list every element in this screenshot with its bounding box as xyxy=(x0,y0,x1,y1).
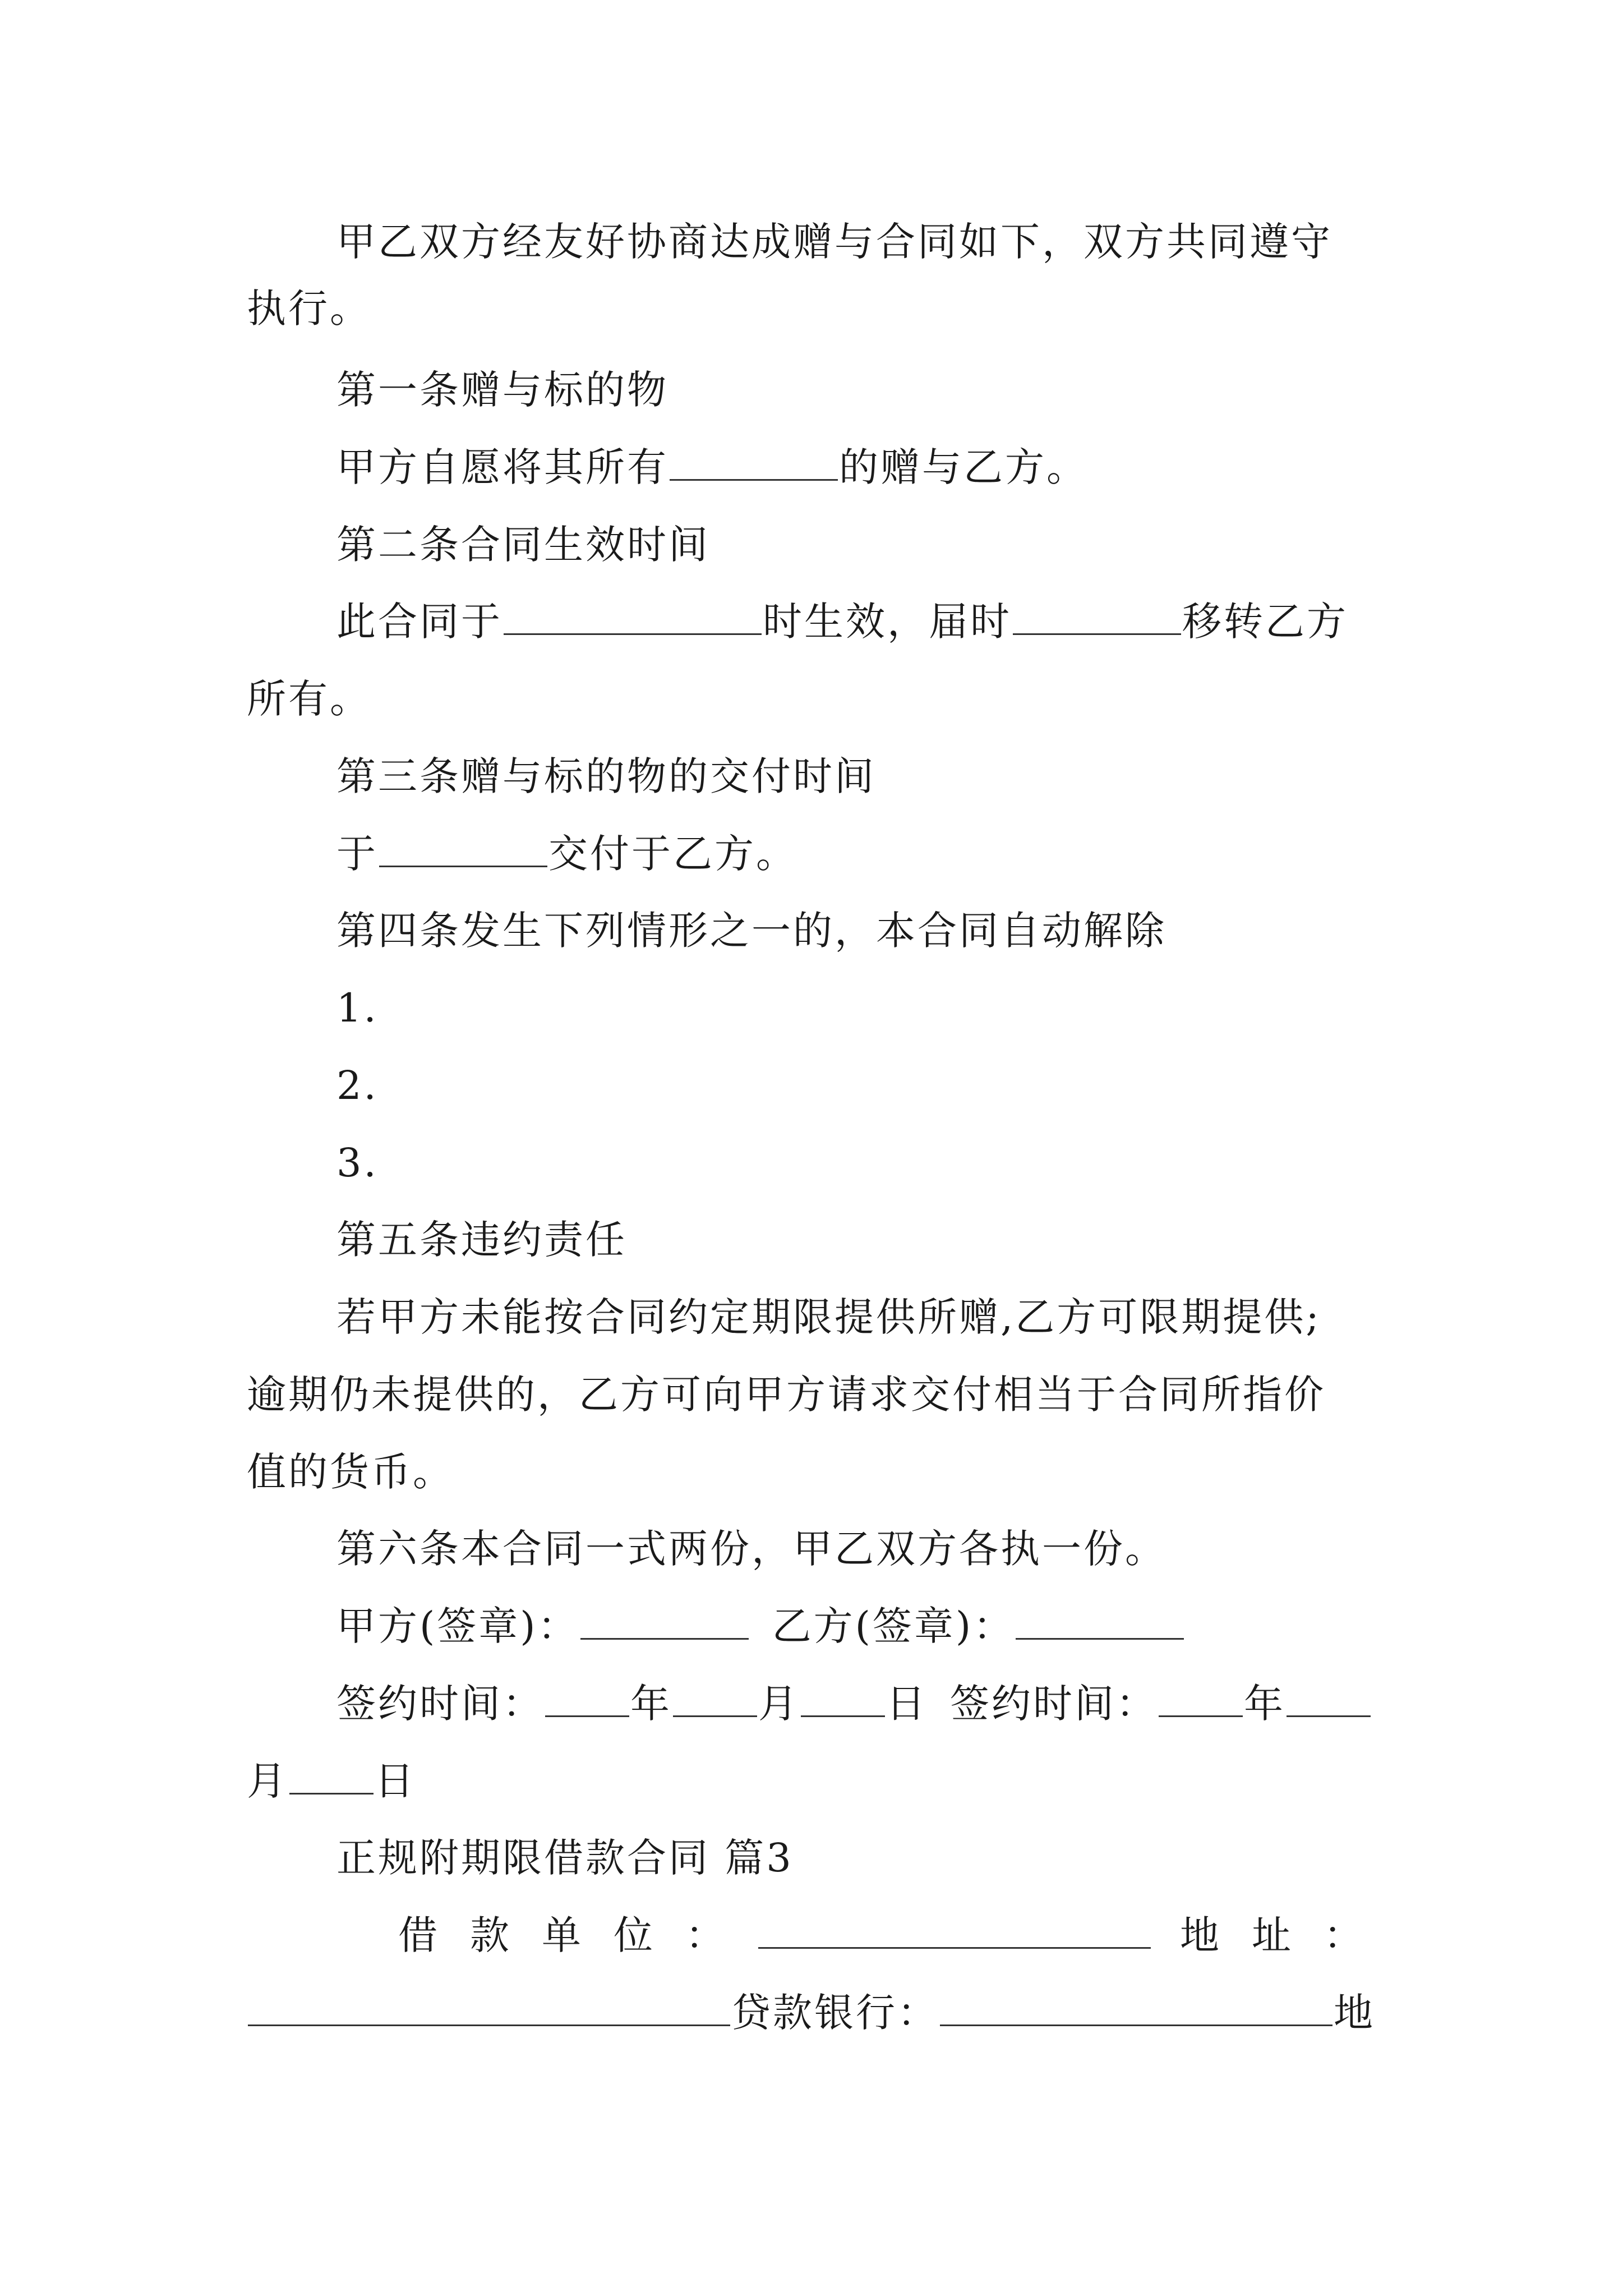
borrower-line xyxy=(398,1907,1395,1963)
blank-field[interactable] xyxy=(504,600,762,635)
text: 3. xyxy=(336,1140,379,1186)
text: 甲方(签章)： xyxy=(336,1603,579,1649)
text: 第一条赠与标的物 xyxy=(336,367,668,413)
text: 第六条本合同一式两份，甲乙双方各执一份。 xyxy=(336,1526,1166,1572)
text: 正规附期限借款合同 篇3 xyxy=(336,1835,794,1881)
sign-date-line-2 xyxy=(247,1753,416,1809)
text: 逾期仍未提供的，乙方可向甲方请求交付相当于合同所指价 xyxy=(247,1372,1326,1418)
text: 执行。 xyxy=(247,286,371,332)
text: 时生效，届时 xyxy=(763,599,1012,645)
paragraph-intro-line-1 xyxy=(336,214,1332,270)
text: 甲方自愿将其所有 xyxy=(336,444,668,490)
blank-field[interactable] xyxy=(1016,1604,1184,1640)
blank-field[interactable] xyxy=(289,1759,374,1795)
article-5-body-line-1 xyxy=(336,1289,1321,1345)
list-item-2 xyxy=(336,1057,379,1114)
article-2-heading xyxy=(336,517,710,573)
article-1-heading xyxy=(336,362,668,418)
text: 第二条合同生效时间 xyxy=(336,522,710,568)
blank-field[interactable] xyxy=(940,1991,1332,2026)
text: 年 xyxy=(1244,1681,1285,1727)
article-2-body-line-1 xyxy=(336,593,1348,650)
article-3-body xyxy=(336,826,797,882)
blank-field[interactable] xyxy=(758,1913,1151,1949)
article-5-heading xyxy=(336,1212,627,1268)
text: 贷款银行： xyxy=(731,1990,939,2036)
blank-field[interactable] xyxy=(1159,1682,1243,1717)
blank-field[interactable] xyxy=(580,1604,749,1640)
article-4-heading xyxy=(336,903,1166,959)
section-title xyxy=(336,1830,794,1886)
sign-date-line-1 xyxy=(336,1676,1372,1732)
text: 地址： xyxy=(1180,1912,1395,1958)
article-5-body-line-3 xyxy=(247,1444,454,1500)
list-item-1 xyxy=(336,980,379,1036)
list-item-3 xyxy=(336,1135,379,1191)
article-5-body-line-2 xyxy=(247,1366,1326,1423)
text: 所有。 xyxy=(247,676,371,722)
text: 此合同于 xyxy=(336,599,502,645)
text: 乙方(签章)： xyxy=(772,1603,1015,1649)
signature-line xyxy=(336,1598,1185,1654)
paragraph-intro-line-2 xyxy=(247,280,371,337)
blank-field[interactable] xyxy=(801,1682,885,1717)
blank-field[interactable] xyxy=(673,1682,757,1717)
text: 移转乙方 xyxy=(1182,599,1348,645)
text: 签约时间： xyxy=(950,1681,1158,1727)
text: 日 xyxy=(886,1681,928,1727)
text: 年 xyxy=(630,1681,672,1727)
text: 2. xyxy=(336,1062,379,1108)
blank-field[interactable] xyxy=(1287,1682,1371,1717)
text: 若甲方未能按合同约定期限提供所赠,乙方可限期提供; xyxy=(336,1294,1321,1340)
text: 借款单位： xyxy=(398,1912,757,1958)
text: 交付于乙方。 xyxy=(548,831,797,877)
text: 日 xyxy=(375,1758,416,1804)
blank-field[interactable] xyxy=(670,445,838,481)
text: 月 xyxy=(247,1758,288,1804)
text: 于 xyxy=(336,831,378,877)
text: 签约时间： xyxy=(336,1681,544,1727)
text: 值的货币。 xyxy=(247,1449,454,1495)
bank-line xyxy=(247,1985,1375,2041)
blank-field[interactable] xyxy=(248,1991,730,2026)
text: 甲乙双方经友好协商达成赠与合同如下，双方共同遵守 xyxy=(336,219,1332,265)
text: 第四条发生下列情形之一的，本合同自动解除 xyxy=(336,908,1166,954)
blank-field[interactable] xyxy=(1013,600,1181,635)
text: 1. xyxy=(336,985,379,1031)
article-1-body xyxy=(336,439,1088,495)
text: 第三条赠与标的物的交付时间 xyxy=(336,753,876,799)
text: 地 xyxy=(1334,1990,1375,2036)
text: 第五条违约责任 xyxy=(336,1217,627,1263)
text: 月 xyxy=(758,1681,800,1727)
article-3-heading xyxy=(336,748,876,804)
blank-field[interactable] xyxy=(379,832,547,867)
article-2-body-line-2 xyxy=(247,671,371,727)
blank-field[interactable] xyxy=(545,1682,629,1717)
article-6 xyxy=(336,1521,1166,1577)
text: 的赠与乙方。 xyxy=(839,444,1088,490)
